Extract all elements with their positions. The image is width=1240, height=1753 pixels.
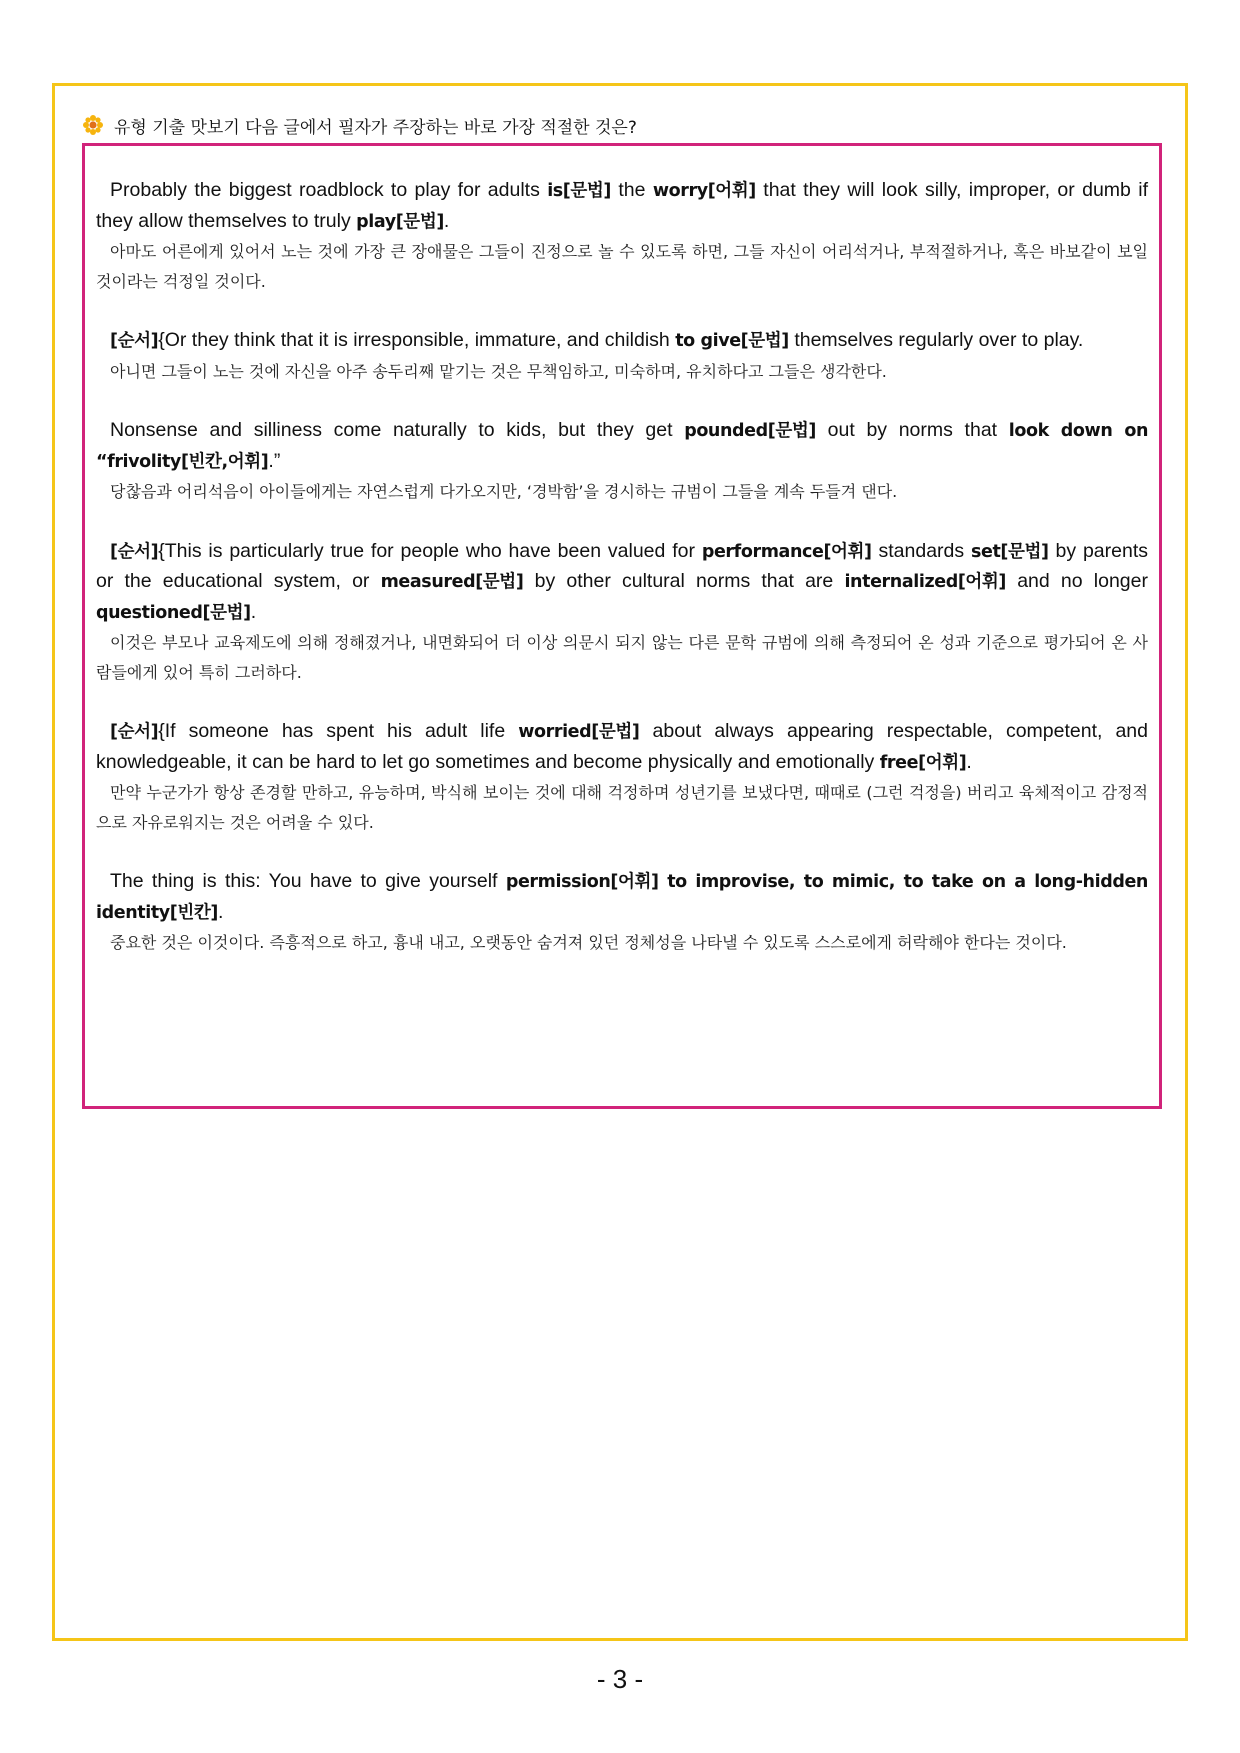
text-run: Probably the biggest roadblock to play for adults xyxy=(110,179,548,201)
keyword: [순서] xyxy=(110,331,159,351)
korean-translation: 만약 누군가가 항상 존경할 만하고, 유능하며, 박식해 보이는 것에 대해 걱정하며 성년기를 보냈다면, 때때로 (그런 걱정을) 버리고 육체적이고 감정적으로 자유로워지는 것은 어려울 수 있다. xyxy=(96,783,1148,832)
english-sentence xyxy=(96,717,1148,778)
keyword: to give[문법] xyxy=(675,331,789,351)
question-title: 유형 기출 맛보기 다음 글에서 필자가 주장하는 바로 가장 적절한 것은? xyxy=(114,117,637,138)
english-sentence xyxy=(96,326,1148,357)
text-run: .” xyxy=(268,449,281,472)
passage-paragraph xyxy=(96,717,1148,837)
english-sentence xyxy=(96,176,1148,237)
keyword: permission[어휘] to improvise, to mimic, to take on a long-hidden identity[빈칸] xyxy=(96,872,1148,923)
english-sentence xyxy=(96,416,1148,477)
text-run: {Or they think that it is irresponsible, immature, and childish xyxy=(158,329,676,351)
korean-translation: 이것은 부모나 교육제도에 의해 정해졌거나, 내면화되어 더 이상 의문시 되지 않는 다른 문학 규범에 의해 측정되어 온 성과 기준으로 평가되어 온 사람들에게 있어 특히 그러하다. xyxy=(96,633,1148,682)
page-number: - 3 - xyxy=(596,1664,644,1694)
text-run: . xyxy=(443,209,450,232)
korean-translation: 당찮음과 어리석음이 아이들에게는 자연스럽게 다가오지만, ‘경박함’을 경시하는 규범이 그들을 계속 두들겨 댄다. xyxy=(110,482,898,501)
question-header xyxy=(82,111,637,139)
text-run: themselves regularly over to play. xyxy=(788,329,1084,351)
text-run: The thing is this: You have to give yourself xyxy=(110,870,506,892)
text-run: . xyxy=(218,900,224,923)
text-run: {This is particularly true for people who have been valued for xyxy=(158,539,702,562)
keyword: play[문법] xyxy=(356,211,444,232)
keyword: [순서] xyxy=(110,722,159,742)
keyword: look down on “frivolity[빈칸,어휘] xyxy=(96,421,1149,472)
text-run: about always appearing respectable, competent, and knowledgeable, it can be hard to let go sometimes and become physically and emotionally xyxy=(96,720,1148,773)
text-run: and no longer xyxy=(1006,570,1148,592)
keyword: pounded[문법] xyxy=(684,421,816,441)
text-run: standards xyxy=(871,539,971,562)
keyword: questioned[문법] xyxy=(96,602,251,623)
passage-paragraph xyxy=(96,326,1148,386)
passage-paragraph xyxy=(96,867,1148,958)
keyword: free[어휘] xyxy=(879,752,967,773)
keyword: [순서] xyxy=(110,541,159,562)
keyword: performance[어휘] xyxy=(701,541,872,562)
keyword: worried[문법] xyxy=(518,722,640,742)
english-sentence xyxy=(96,867,1148,928)
passage-box xyxy=(82,143,1162,1109)
passage-paragraph xyxy=(96,416,1148,507)
text-run: out by norms that xyxy=(815,419,1009,441)
korean-translation: 아니면 그들이 노는 것에 자신을 아주 송두리째 맡기는 것은 무책임하고, 미숙하며, 유치하다고 그들은 생각한다. xyxy=(110,361,887,381)
keyword: set[문법] xyxy=(970,541,1049,562)
text-run: Nonsense and silliness come naturally to kids, but they get xyxy=(110,419,685,441)
keyword: worry[어휘] xyxy=(652,181,756,201)
text-run: by other cultural norms that are xyxy=(523,570,845,592)
text-run: . xyxy=(250,600,257,623)
text-run: by parents or the educational system, or xyxy=(96,539,1148,592)
keyword: measured[문법] xyxy=(380,572,524,592)
text-run: the xyxy=(611,179,653,201)
english-sentence xyxy=(96,537,1148,629)
flower-icon xyxy=(82,114,104,136)
text-run: that they will look silly, improper, or dumb if they allow themselves to truly xyxy=(96,179,1148,232)
text-run: . xyxy=(966,750,972,773)
keyword: internalized[어휘] xyxy=(844,572,1007,592)
korean-translation: 중요한 것은 이것이다. 즉흥적으로 하고, 흉내 내고, 오랫동안 숨겨져 있던 정체성을 나타낼 수 있도록 스스로에게 허락해야 한다는 것이다. xyxy=(110,933,1067,952)
passage-paragraph xyxy=(96,537,1148,688)
text-run: {If someone has spent his adult life xyxy=(158,720,519,742)
keyword: is[문법] xyxy=(547,181,612,201)
korean-translation: 아마도 어른에게 있어서 노는 것에 가장 큰 장애물은 그들이 진정으로 놀 수 있도록 하면, 그들 자신이 어리석거나, 부적절하거나, 혹은 바보같이 보일 것이라는 걱정일 것이다. xyxy=(96,242,1148,291)
passage-paragraph xyxy=(96,176,1148,296)
